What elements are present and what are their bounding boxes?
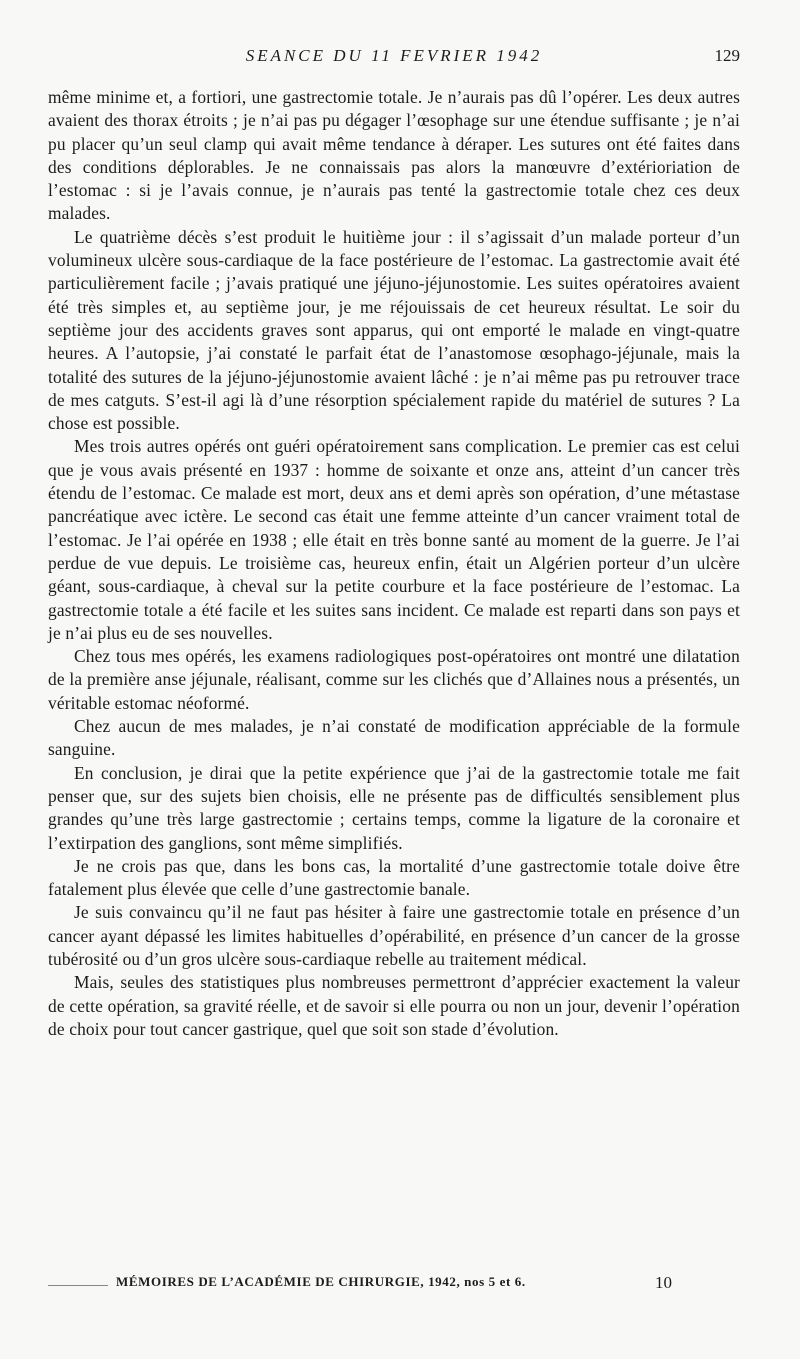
signature-mark: 10 <box>655 1273 672 1292</box>
paragraph-6: En conclusion, je dirai que la petite expérience que j’ai de la gastrectomie totale me fait penser que, sur des sujets bien choisis, elle ne présente pas de difficultés sensiblement plus grandes qu’une très large gastrectomie ; certains temps, comme la ligature de la coronaire et l’extirpation des ganglions, sont même simplifiés. <box>48 762 740 853</box>
footer-journal: MÉMOIRES DE L’ACADÉMIE DE CHIRURGIE, 1942, nos 5 et 6. <box>116 1274 526 1289</box>
page-footer <box>48 1274 740 1296</box>
paragraph-7: Je ne crois pas que, dans les bons cas, la mortalité d’une gastrectomie totale doive être fatalement plus élevée que celle d’une gastrectomie banale. <box>48 855 740 900</box>
paragraph-8: Je suis convaincu qu’il ne faut pas hésiter à faire une gastrectomie totale en présence d’un cancer ayant dépassé les limites habituelles d’opérabilité, en présence d’un cancer de la grosse tubérosité ou d’un gros ulcère sous-cardiaque rebelle au traitement médical. <box>48 902 740 969</box>
running-header <box>48 44 740 68</box>
body-text <box>48 86 740 1041</box>
paragraph-5: Chez aucun de mes malades, je n’ai constaté de modification appréciable de la formule sanguine. <box>48 716 740 760</box>
paragraph-9: Mais, seules des statistiques plus nombreuses permettront d’apprécier exactement la valeur de cette opération, sa gravité réelle, et de savoir si elle pourra ou non un jour, devenir l’opération de choix pour tout cancer gastrique, quel que soit son stade d’évolution. <box>48 972 740 1039</box>
paragraph-2: Le quatrième décès s’est produit le huitième jour : il s’agissait d’un malade porteur d’un volumineux ulcère sous-cardiaque de la face postérieure de l’estomac. La gastrectomie avait été particulièrement facile ; j’avais pratiqué une jéjuno-jéjunostomie. Les suites opératoires avaient été très simples et, au septième jour, je me réjouissais de cet heureux résultat. Le soir du septième jour des accidents graves sont apparus, qui ont emporté le malade en vingt-quatre heures. A l’autopsie, j’ai constaté le parfait état de l’anastomose œsophago-jéjunale, mais la totalité des sutures de la jéjuno-jéjunostomie avaient lâché : je n’ai même pas pu retrouver trace de mes catguts. S’est-il agi là d’une résorption spécialement rapide du matériel de sutures ? La chose est possible. <box>48 226 740 434</box>
paragraph-4: Chez tous mes opérés, les examens radiologiques post-opératoires ont montré une dilatation de la première anse jéjunale, réalisant, comme sur les clichés que d’Allaines nous a présentés, un véritable estomac néoformé. <box>48 646 740 713</box>
paragraph-1: même minime et, a fortiori, une gastrectomie totale. Je n’aurais pas dû l’opérer. Les deux autres avaient des thorax étroits ; je n’ai pas pu dégager l’œsophage sur une étendue suffisante ; je n’ai pu placer qu’un seul clamp qui avait même tendance à déraper. Les sutures ont été faites dans des conditions déplorables. Je ne connaissais pas alors la manœuvre d’extérioriation de l’estomac : si je l’avais connue, je n’aurais pas tenté la gastrectomie totale chez ces deux malades. <box>48 87 740 224</box>
running-title: SEANCE DU 11 FEVRIER 1942 <box>245 46 543 65</box>
paragraph-3: Mes trois autres opérés ont guéri opératoirement sans complication. Le premier cas est celui que je vous avais présenté en 1937 : homme de soixante et onze ans, atteint d’un cancer très étendu de l’estomac. Ce malade est mort, deux ans et demi après son opération, d’une métastase pancréatique avec ictère. Le second cas était une femme atteinte d’un cancer vraiment total de l’estomac. Je l’ai opérée en 1938 ; elle était en très bonne santé au moment de la guerre. Je l’ai perdue de vue depuis. Le troisième cas, heureux enfin, était un Algérien porteur d’un ulcère géant, sous-cardiaque, à cheval sur la petite courbure et la face postérieure de l’estomac. La gastrectomie totale a été facile et les suites sans incident. Ce malade est reparti dans son pays et je n’ai plus eu de ses nouvelles. <box>48 436 740 643</box>
page-number: 129 <box>714 46 740 65</box>
footer-rule <box>48 1285 108 1286</box>
